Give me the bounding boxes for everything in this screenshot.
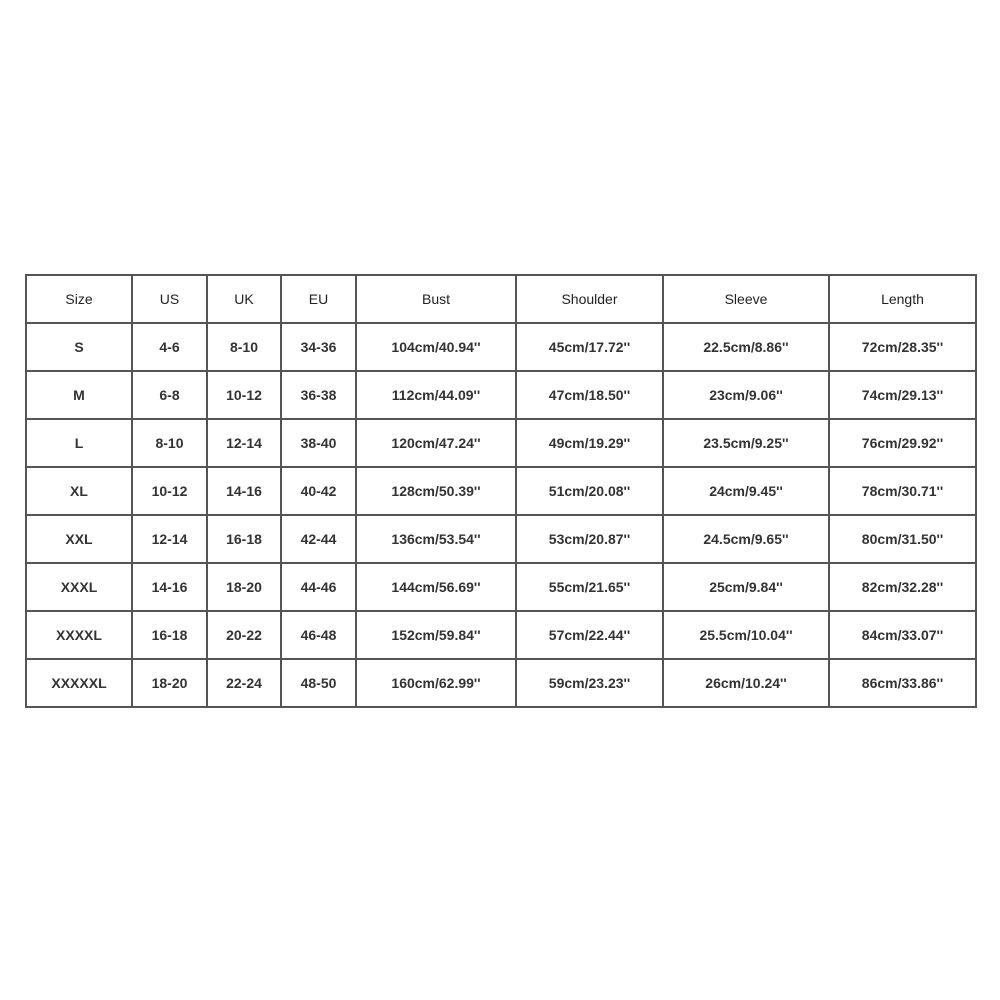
header-sleeve: Sleeve bbox=[663, 275, 829, 323]
header-eu: EU bbox=[281, 275, 356, 323]
cell-length: 84cm/33.07'' bbox=[829, 611, 976, 659]
cell-shoulder: 51cm/20.08'' bbox=[516, 467, 663, 515]
cell-uk: 20-22 bbox=[207, 611, 281, 659]
cell-sleeve: 24cm/9.45'' bbox=[663, 467, 829, 515]
cell-us: 14-16 bbox=[132, 563, 207, 611]
cell-shoulder: 57cm/22.44'' bbox=[516, 611, 663, 659]
size-chart-table bbox=[25, 274, 977, 708]
cell-uk: 8-10 bbox=[207, 323, 281, 371]
cell-sleeve: 23cm/9.06'' bbox=[663, 371, 829, 419]
cell-shoulder: 45cm/17.72'' bbox=[516, 323, 663, 371]
cell-uk: 16-18 bbox=[207, 515, 281, 563]
cell-shoulder: 53cm/20.87'' bbox=[516, 515, 663, 563]
cell-us: 4-6 bbox=[132, 323, 207, 371]
cell-bust: 104cm/40.94'' bbox=[356, 323, 516, 371]
table-row bbox=[26, 323, 976, 371]
cell-us: 8-10 bbox=[132, 419, 207, 467]
cell-eu: 40-42 bbox=[281, 467, 356, 515]
cell-eu: 42-44 bbox=[281, 515, 356, 563]
cell-eu: 48-50 bbox=[281, 659, 356, 707]
table-row bbox=[26, 563, 976, 611]
cell-us: 16-18 bbox=[132, 611, 207, 659]
cell-shoulder: 49cm/19.29'' bbox=[516, 419, 663, 467]
cell-uk: 14-16 bbox=[207, 467, 281, 515]
header-shoulder: Shoulder bbox=[516, 275, 663, 323]
table-row bbox=[26, 371, 976, 419]
cell-length: 86cm/33.86'' bbox=[829, 659, 976, 707]
cell-bust: 144cm/56.69'' bbox=[356, 563, 516, 611]
cell-eu: 34-36 bbox=[281, 323, 356, 371]
cell-uk: 18-20 bbox=[207, 563, 281, 611]
cell-shoulder: 47cm/18.50'' bbox=[516, 371, 663, 419]
cell-us: 6-8 bbox=[132, 371, 207, 419]
header-row bbox=[26, 275, 976, 323]
table-row bbox=[26, 659, 976, 707]
cell-length: 72cm/28.35'' bbox=[829, 323, 976, 371]
cell-eu: 46-48 bbox=[281, 611, 356, 659]
cell-shoulder: 59cm/23.23'' bbox=[516, 659, 663, 707]
cell-sleeve: 25cm/9.84'' bbox=[663, 563, 829, 611]
cell-us: 18-20 bbox=[132, 659, 207, 707]
cell-bust: 112cm/44.09'' bbox=[356, 371, 516, 419]
cell-length: 78cm/30.71'' bbox=[829, 467, 976, 515]
cell-uk: 10-12 bbox=[207, 371, 281, 419]
cell-sleeve: 24.5cm/9.65'' bbox=[663, 515, 829, 563]
cell-size: XXXL bbox=[26, 563, 132, 611]
cell-eu: 38-40 bbox=[281, 419, 356, 467]
cell-bust: 152cm/59.84'' bbox=[356, 611, 516, 659]
cell-size: XL bbox=[26, 467, 132, 515]
table-row bbox=[26, 467, 976, 515]
cell-eu: 36-38 bbox=[281, 371, 356, 419]
cell-size: XXXXL bbox=[26, 611, 132, 659]
cell-sleeve: 23.5cm/9.25'' bbox=[663, 419, 829, 467]
cell-sleeve: 26cm/10.24'' bbox=[663, 659, 829, 707]
cell-us: 12-14 bbox=[132, 515, 207, 563]
cell-bust: 136cm/53.54'' bbox=[356, 515, 516, 563]
table-row bbox=[26, 611, 976, 659]
table-row bbox=[26, 419, 976, 467]
cell-sleeve: 25.5cm/10.04'' bbox=[663, 611, 829, 659]
header-uk: UK bbox=[207, 275, 281, 323]
header-length: Length bbox=[829, 275, 976, 323]
cell-length: 82cm/32.28'' bbox=[829, 563, 976, 611]
table-row bbox=[26, 515, 976, 563]
cell-bust: 128cm/50.39'' bbox=[356, 467, 516, 515]
cell-size: XXL bbox=[26, 515, 132, 563]
cell-size: XXXXXL bbox=[26, 659, 132, 707]
header-bust: Bust bbox=[356, 275, 516, 323]
cell-size: S bbox=[26, 323, 132, 371]
cell-sleeve: 22.5cm/8.86'' bbox=[663, 323, 829, 371]
cell-size: L bbox=[26, 419, 132, 467]
cell-length: 76cm/29.92'' bbox=[829, 419, 976, 467]
cell-length: 80cm/31.50'' bbox=[829, 515, 976, 563]
cell-uk: 12-14 bbox=[207, 419, 281, 467]
cell-length: 74cm/29.13'' bbox=[829, 371, 976, 419]
cell-shoulder: 55cm/21.65'' bbox=[516, 563, 663, 611]
cell-us: 10-12 bbox=[132, 467, 207, 515]
cell-bust: 120cm/47.24'' bbox=[356, 419, 516, 467]
cell-eu: 44-46 bbox=[281, 563, 356, 611]
header-us: US bbox=[132, 275, 207, 323]
header-size: Size bbox=[26, 275, 132, 323]
cell-uk: 22-24 bbox=[207, 659, 281, 707]
cell-size: M bbox=[26, 371, 132, 419]
cell-bust: 160cm/62.99'' bbox=[356, 659, 516, 707]
